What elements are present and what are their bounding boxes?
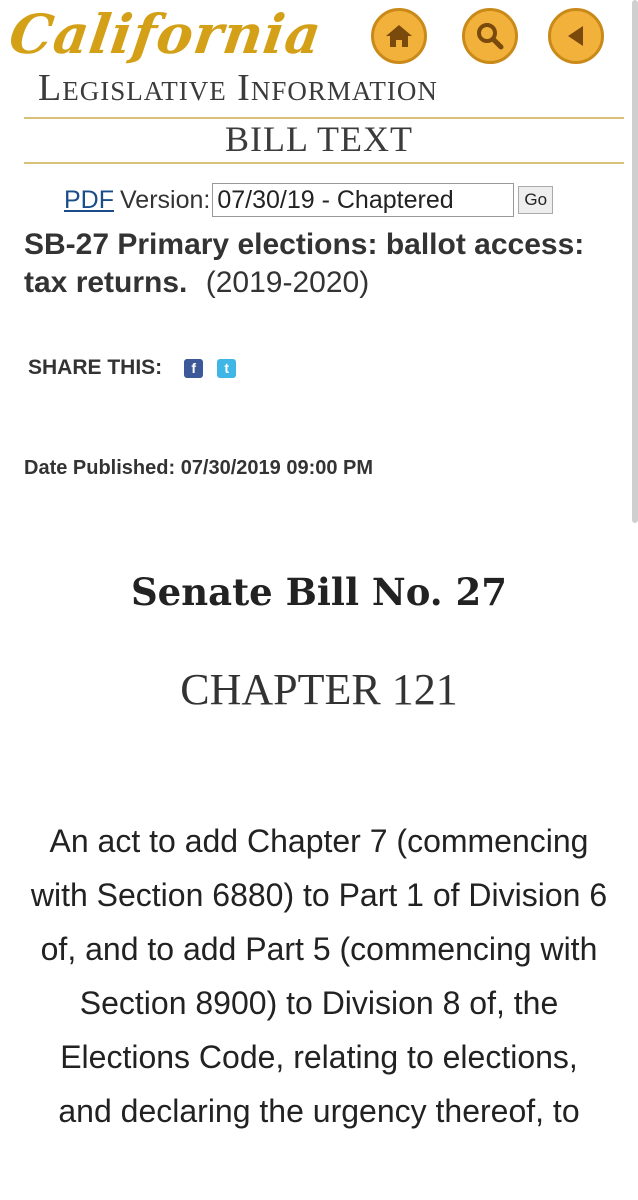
back-arrow-icon bbox=[560, 20, 592, 52]
search-button[interactable] bbox=[462, 8, 518, 64]
site-logo-subtitle: Legislative Information bbox=[38, 67, 438, 109]
bill-session: (2019-2020) bbox=[205, 266, 370, 299]
share-label: SHARE THIS: bbox=[28, 356, 163, 379]
act-description: An act to add Chapter 7 (commencing with Section 6880) to Part 1 of Division 6 of, and to add Part 5 (commencing with Section 8900) to Division 8 of, the Elections Code, relating to elections, and declaring the urgency thereof, to bbox=[30, 823, 608, 1129]
twitter-share-icon[interactable]: t bbox=[217, 359, 236, 378]
header-divider-bottom bbox=[24, 162, 624, 164]
version-label: Version: bbox=[120, 185, 211, 214]
search-icon bbox=[474, 20, 506, 52]
page-scrollbar[interactable] bbox=[632, 0, 638, 523]
facebook-share-icon[interactable]: f bbox=[184, 359, 203, 378]
date-published: Date Published: 07/30/2019 09:00 PM bbox=[24, 457, 374, 479]
bill-number-heading: Senate Bill No. 27 bbox=[130, 570, 508, 614]
back-button[interactable] bbox=[548, 8, 604, 64]
home-button[interactable] bbox=[371, 8, 427, 64]
share-row bbox=[28, 356, 236, 380]
bill-heading bbox=[24, 226, 624, 302]
home-icon bbox=[383, 20, 415, 52]
bill-title: SB-27 Primary elections: ballot access: tax returns. bbox=[24, 228, 585, 299]
page-title: BILL TEXT bbox=[225, 119, 413, 159]
version-select[interactable]: 07/30/19 - Chaptered bbox=[212, 183, 514, 217]
go-button[interactable]: Go bbox=[518, 186, 553, 214]
chapter-heading: CHAPTER 121 bbox=[180, 665, 458, 714]
pdf-link[interactable]: PDF bbox=[64, 185, 114, 214]
version-selector-row bbox=[64, 182, 553, 218]
site-logo-script: California bbox=[5, 2, 326, 66]
site-header bbox=[0, 0, 638, 170]
